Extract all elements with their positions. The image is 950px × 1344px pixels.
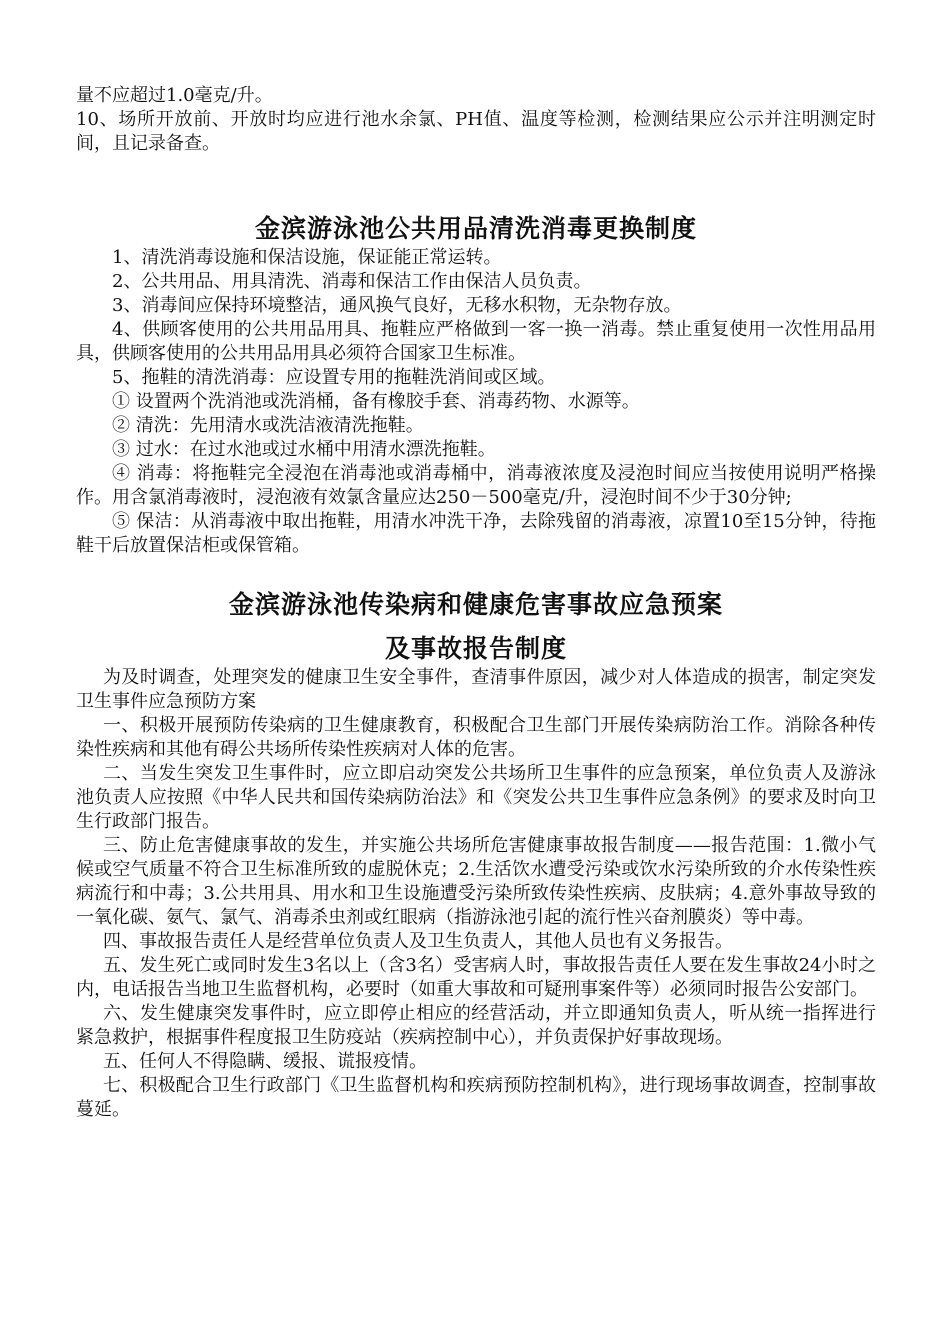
section2-para-6: 六、发生健康突发事件时，应立即停止相应的经营活动，并立即通知负责人，听从统一指挥进行紧急救护，根据事件程度报卫生防疫站（疾病控制中心），并负责保护好事故现场。 <box>76 1003 876 1048</box>
section1-step-3: ③ 过水：在过水池或过水桶中用清水漂洗拖鞋。 <box>112 439 496 460</box>
section1-step-4: ④ 消毒：将拖鞋完全浸泡在消毒池或消毒桶中，消毒液浓度及浸泡时间应当按使用说明严格操作。用含氯消毒液时，浸泡液有效氯含量应达250－500毫克/升，浸泡时间不少于30分钟; <box>76 463 876 508</box>
section1-para-4: 4、供顾客使用的公共用品用具、拖鞋应严格做到一客一换一消毒。禁止重复使用一次性用品用具，供顾客使用的公共用品用具必须符合国家卫生标准。 <box>76 319 876 364</box>
section1-step-5: ⑤ 保洁：从消毒液中取出拖鞋，用清水冲洗干净，去除残留的消毒液，凉置10至15分钟，待拖鞋干后放置保洁柜或保管箱。 <box>76 511 876 556</box>
section2-para-3: 三、防止危害健康事故的发生，并实施公共场所危害健康事故报告制度——报告范围：1.微小气候或空气质量不符合卫生标准所致的虚脱休克；2.生活饮水遭受污染或饮水污染所致的介水传染性疾病流行和中毒；3.公共用具、用水和卫生设施遭受污染所致传染性疾病、皮肤病；4.意外事故导致的一氧化碳、氨气、氯气、消毒杀虫剂或红眼病（指游泳池引起的流行性兴奋剂膜炎）等中毒。 <box>76 835 876 928</box>
section1-para-3: 3、消毒间应保持环境整洁，通风换气良好，无移水积物，无杂物存放。 <box>112 295 682 316</box>
section1-title: 金滨游泳池公共用品清洗消毒更换制度 <box>254 214 697 243</box>
section2-para-4: 四、事故报告责任人是经营单位负责人及卫生负责人，其他人员也有义务报告。 <box>103 931 733 952</box>
section1-step-1: ① 设置两个洗消池或洗消桶，备有橡胶手套、消毒药物、水源等。 <box>112 391 640 412</box>
section2-title-line-1: 金滨游泳池传染病和健康危害事故应急预案 <box>228 590 723 619</box>
section1-para-5: 5、拖鞋的清洗消毒：应设置专用的拖鞋洗消间或区域。 <box>112 367 556 388</box>
section2-para-5: 五、发生死亡或同时发生3名以上（含3名）受害病人时，事故报告责任人要在发生事故24小时之内，电话报告当地卫生监督机构，必要时（如重大事故和可疑刑事案件等）必须同时报告公安部门。 <box>76 955 876 1000</box>
document-page <box>76 84 876 1122</box>
top-item-10: 10、场所开放前、开放时均应进行池水余氯、PH值、温度等检测，检测结果应公示并注明测定时间，且记录备查。 <box>76 109 876 154</box>
section2-para-8: 七、积极配合卫生行政部门《卫生监督机构和疾病预防控制机构》，进行现场事故调查，控制事故蔓延。 <box>76 1075 876 1120</box>
section1-para-2: 2、公共用品、用具清洗、消毒和保洁工作由保洁人员负责。 <box>112 271 592 292</box>
section2-para-2: 二、当发生突发卫生事件时，应立即启动突发公共场所卫生事件的应急预案，单位负责人及游泳池负责人应按照《中华人民共和国传染病防治法》和《突发公共卫生事件应急条例》的要求及时向卫生行政部门报告。 <box>76 763 876 832</box>
spacer <box>76 156 876 214</box>
section2-para-1: 一、积极开展预防传染病的卫生健康教育，积极配合卫生部门开展传染病防治工作。消除各种传染性疾病和其他有碍公共场所传染性疾病对人体的危害。 <box>76 715 876 760</box>
section2-intro: 为及时调查，处理突发的健康卫生安全事件，查清事件原因，减少对人体造成的损害，制定突发卫生事件应急预防方案 <box>76 667 876 712</box>
section2-para-7: 五、任何人不得隐瞒、缓报、谎报疫情。 <box>103 1051 427 1072</box>
spacer <box>76 558 876 590</box>
section1-para-1: 1、清洗消毒设施和保洁设施，保证能正常运转。 <box>112 247 502 268</box>
section2-title-line-2: 及事故报告制度 <box>384 634 567 663</box>
spacer <box>76 620 876 634</box>
top-line-1: 量不应超过1.0毫克/升。 <box>76 85 273 106</box>
section1-step-2: ② 清洗：先用清水或洗洁液清洗拖鞋。 <box>112 415 424 436</box>
